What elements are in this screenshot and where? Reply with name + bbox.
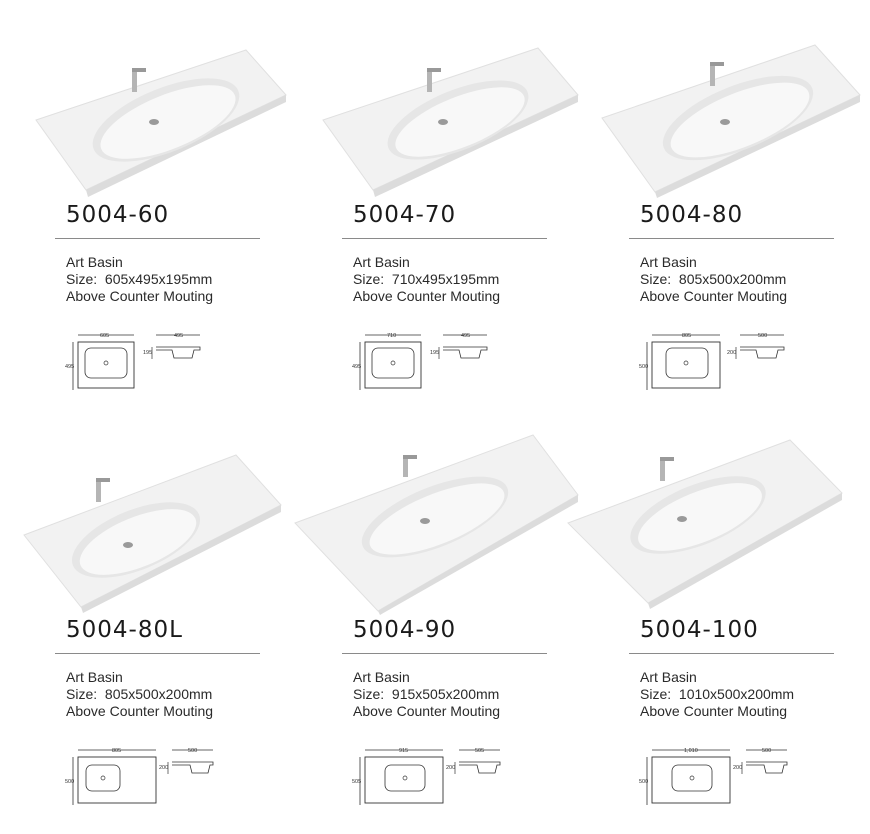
size-line <box>353 271 500 288</box>
divider <box>342 653 547 654</box>
size-label: Size: <box>640 271 672 287</box>
size-label: Size: <box>353 271 385 287</box>
model-number: 5004-80L <box>66 617 183 643</box>
spec-block <box>353 254 500 305</box>
basin-photo <box>610 40 870 200</box>
depth-dim: 495 <box>65 364 75 370</box>
model-number: 5004-60 <box>66 202 170 228</box>
spec-block <box>640 254 787 305</box>
size-line <box>66 686 213 703</box>
mount-type: Above Counter Mouting <box>66 703 214 719</box>
height-dim: 195 <box>430 350 440 356</box>
width-dim: 915 <box>399 748 409 754</box>
size-label: Size: <box>66 271 98 287</box>
dimension-drawing <box>352 735 500 805</box>
divider <box>629 238 834 239</box>
side-width-dim: 500 <box>188 748 198 754</box>
model-number: 5004-90 <box>353 617 457 643</box>
width-dim: 710 <box>387 333 397 339</box>
basin-photo <box>36 455 296 615</box>
spec-block <box>353 669 500 720</box>
model-number: 5004-100 <box>640 617 759 643</box>
size-value: 805x500x200mm <box>678 271 787 287</box>
mount-type: Above Counter Mouting <box>640 703 788 719</box>
basin-photo <box>323 40 583 200</box>
divider <box>55 653 260 654</box>
side-width-dim: 495 <box>461 333 471 339</box>
width-dim: 1,010 <box>684 748 698 754</box>
basin-photo <box>610 455 870 615</box>
depth-dim: 500 <box>65 779 75 785</box>
spec-block <box>66 254 213 305</box>
dimension-drawing <box>65 320 213 390</box>
size-line <box>353 686 500 703</box>
size-value: 605x495x195mm <box>104 271 213 287</box>
width-dim: 605 <box>100 333 110 339</box>
divider <box>629 653 834 654</box>
divider <box>55 238 260 239</box>
side-width-dim: 500 <box>758 333 768 339</box>
size-value: 710x495x195mm <box>391 271 500 287</box>
depth-dim: 495 <box>352 364 362 370</box>
mount-type: Above Counter Mouting <box>66 288 214 304</box>
size-value: 1010x500x200mm <box>678 686 795 702</box>
size-line <box>640 271 787 288</box>
size-line <box>640 686 794 703</box>
dimension-drawing <box>639 735 787 805</box>
width-dim: 805 <box>112 748 122 754</box>
height-dim: 200 <box>727 350 737 356</box>
side-width-dim: 500 <box>762 748 772 754</box>
mount-type: Above Counter Mouting <box>640 288 788 304</box>
product-name: Art Basin <box>640 254 697 270</box>
product-name: Art Basin <box>66 669 123 685</box>
spec-block <box>640 669 794 720</box>
width-dim: 805 <box>682 333 692 339</box>
dimension-drawing <box>352 320 500 390</box>
model-number: 5004-80 <box>640 202 744 228</box>
product-name: Art Basin <box>66 254 123 270</box>
product-name: Art Basin <box>353 254 410 270</box>
size-label: Size: <box>353 686 385 702</box>
dimension-drawing <box>65 735 213 805</box>
mount-type: Above Counter Mouting <box>353 703 501 719</box>
depth-dim: 500 <box>639 779 649 785</box>
size-line <box>66 271 213 288</box>
basin-photo <box>36 40 296 200</box>
height-dim: 200 <box>446 765 456 771</box>
height-dim: 200 <box>733 765 743 771</box>
divider <box>342 238 547 239</box>
height-dim: 200 <box>159 765 169 771</box>
side-width-dim: 495 <box>174 333 184 339</box>
height-dim: 195 <box>143 350 153 356</box>
side-width-dim: 505 <box>475 748 485 754</box>
model-number: 5004-70 <box>353 202 457 228</box>
product-name: Art Basin <box>353 669 410 685</box>
basin-photo <box>323 455 583 615</box>
size-label: Size: <box>66 686 98 702</box>
product-name: Art Basin <box>640 669 697 685</box>
dimension-drawing <box>639 320 787 390</box>
depth-dim: 505 <box>352 779 362 785</box>
mount-type: Above Counter Mouting <box>353 288 501 304</box>
depth-dim: 500 <box>639 364 649 370</box>
size-value: 915x505x200mm <box>391 686 500 702</box>
size-label: Size: <box>640 686 672 702</box>
spec-block <box>66 669 213 720</box>
size-value: 805x500x200mm <box>104 686 213 702</box>
